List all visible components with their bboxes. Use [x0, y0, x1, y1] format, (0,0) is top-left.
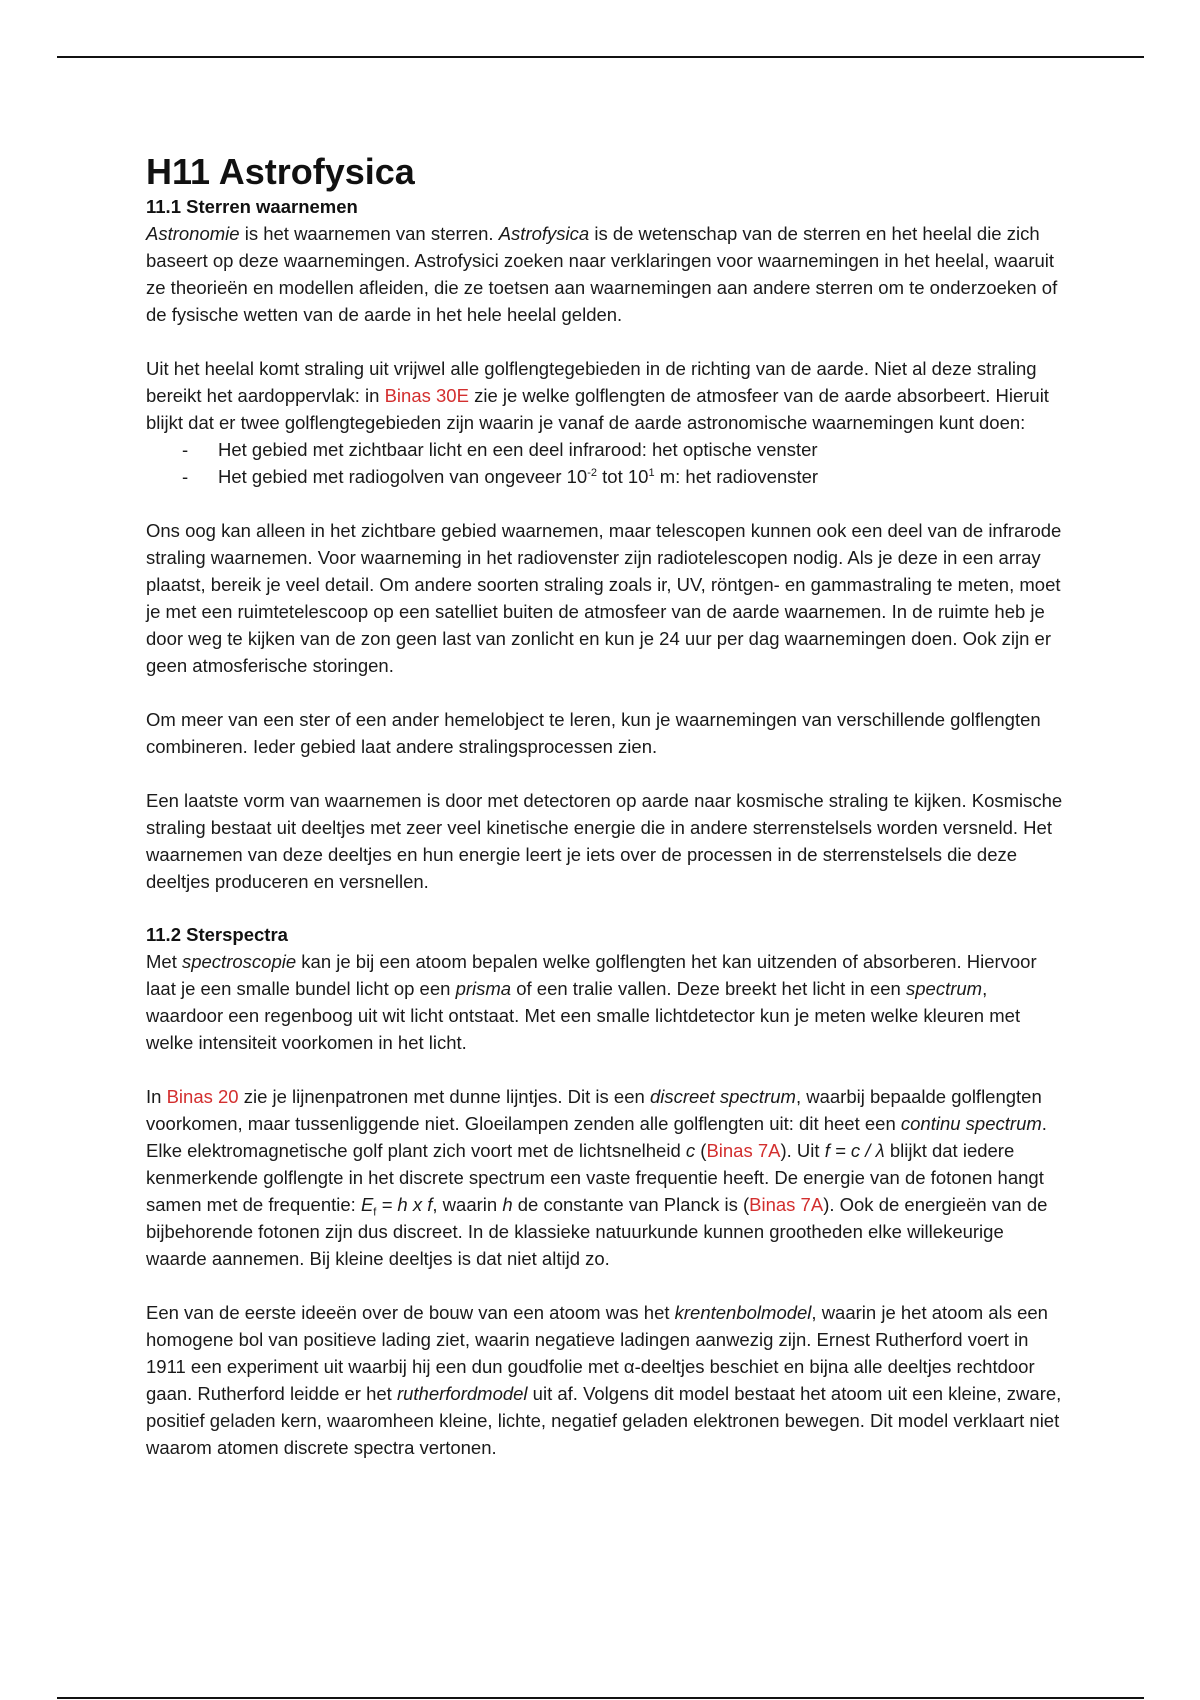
symbol: h — [502, 1194, 513, 1215]
term: spectroscopie — [181, 951, 297, 972]
list-item: - Het gebied met zichtbaar licht en een deel infrarood: het optische venster — [146, 436, 1066, 463]
paragraph: Een van de eerste ideeën over de bouw van een atoom was het krentenbolmodel, waarin je het atoom als een homogene bol van positieve lading ziet, waarin negatieve ladingen aanwezig zijn. Ernest Rutherford voert in 1911 een experiment uit waarbij hij een dun goudfolie met α-deeltjes beschiet en bijna alle deeltjes rechtdoor gaan. Rutherford leidde er het rutherfordmodel uit af. Volgens dit model bestaat het atoom uit een kleine, zware, positief geladen kern, waaromheen kleine, lichte, negatief geladen elektronen bewegen. Dit model verklaart niet waarom atomen discrete spectra vertonen. — [146, 1302, 1062, 1458]
page-title: H11 Astrofysica — [146, 151, 415, 192]
paragraph: Uit het heelal komt straling uit vrijwel alle golflengtegebieden in de richting van de aarde. Niet al deze straling bereikt het aardoppervlak: in Binas 30E zie je welke golflengten de atmosfeer van de aarde absorbeert. Hieruit blijkt dat er twee golflengtegebieden zijn waarin je vanaf de aarde astronomische waarnemingen kunt doen: — [146, 358, 1049, 433]
list-item: - Het gebied met radiogolven van ongeveer $10^{-2}$ tot $10^1$ m: het radiovenster — [146, 463, 1066, 490]
term: krentenbolmodel — [674, 1302, 812, 1323]
term: prisma — [455, 978, 512, 999]
term: spectrum — [906, 978, 983, 999]
paragraph: Ons oog kan alleen in het zichtbare gebied waarnemen, maar telescopen kunnen ook een deel van de infrarode straling waarnemen. Voor waarneming in het radiovenster zijn radiotelescopen nodig. Als je deze in een array plaatst, bereik je veel detail. Om andere soorten straling zoals ir, UV, röntgen- en gammastraling te meten, moet je met een ruimtetelescoop op een satelliet buiten de atmosfeer van de aarde waarnemen. In de ruimte heb je door weg te kijken van de zon geen last van zonlicht en kun je 24 uur per dag waarnemingen doen. Ook zijn er geen atmosferische storingen. — [146, 520, 1062, 676]
bottom-divider — [57, 1697, 1144, 1699]
paragraph: In Binas 20 zie je lijnenpatronen met dunne lijntjes. Dit is een discreet spectrum, waarbij bepaalde golflengten voorkomen, maar tussenliggende niet. Gloeilampen zenden alle golflengten uit: dit heet een continu spectrum. Elke elektromagnetische golf plant zich voort met de lichtsnelheid c (Binas 7A). Uit f = c / λ blijkt dat iedere kenmerkende golflengte in het discrete spectrum een vaste frequentie heeft. De energie van de fotonen hangt samen met de frequentie: $E_f = h$ x f, waarin h de constante van Planck is (Binas 7A). Ook de energieën van de bijbehorende fotonen zijn dus discreet. In de klassieke natuurkunde kunnen grootheden elke willekeurige waarde aannemen. Bij kleine deeltjes is dat niet altijd zo. — [146, 1086, 1048, 1269]
bullet-list — [146, 436, 1066, 490]
term: continu spectrum — [900, 1113, 1042, 1134]
paragraph: Een laatste vorm van waarnemen is door met detectoren op aarde naar kosmische straling te kijken. Kosmische straling bestaat uit deeltjes met zeer veel kinetische energie die in andere sterrenstelsels worden versneld. Het waarnemen van deze deeltjes en hun energie leert je iets over de processen in de sterrenstelsels die deze deeltjes produceren en versnellen. — [146, 790, 1063, 892]
paragraph: Om meer van een ster of een ander hemelobject te leren, kun je waarnemingen van verschillende golflengten combineren. Ieder gebied laat andere stralingsprocessen zien. — [146, 709, 1041, 757]
paragraph: Met spectroscopie kan je bij een atoom bepalen welke golflengten het kan uitzenden of absorberen. Hiervoor laat je een smalle bundel licht op een prisma of een tralie vallen. Deze breekt het licht in een spectrum, waardoor een regenboog uit wit licht ontstaat. Met een smalle lichtdetector kun je meten welke kleuren met welke intensiteit voorkomen in het licht. — [146, 951, 1037, 1053]
document-body — [146, 150, 1066, 1488]
paragraph: Astronomie is het waarnemen van sterren. Astrofysica is de wetenschap van de sterren en het heelal die zich baseert op deze waarnemingen. Astrofysici zoeken naar verklaringen voor waarnemingen in het heelal, waaruit ze theorieën en modellen afleiden, die ze toetsen aan waarnemingen aan andere sterren om te onderzoeken of de fysische wetten van de aarde in het hele heelal gelden. — [146, 223, 1058, 325]
symbol: E — [360, 1194, 374, 1215]
term: discreet spectrum — [649, 1086, 796, 1107]
symbol: c — [685, 1140, 696, 1161]
formula: f = c / λ — [824, 1140, 885, 1161]
top-divider — [57, 56, 1144, 58]
section-heading-11-1: 11.1 Sterren waarnemen — [146, 196, 358, 217]
binas-reference: Binas 30E — [384, 385, 469, 406]
binas-reference: Binas 7A — [706, 1140, 781, 1161]
term: Astrofysica — [498, 223, 590, 244]
section-heading-11-2: 11.2 Sterspectra — [146, 924, 288, 945]
term: rutherfordmodel — [396, 1383, 528, 1404]
formula: = h x f — [376, 1194, 433, 1215]
binas-reference: Binas 7A — [749, 1194, 824, 1215]
term: Astronomie — [146, 223, 240, 244]
binas-reference: Binas 20 — [166, 1086, 239, 1107]
